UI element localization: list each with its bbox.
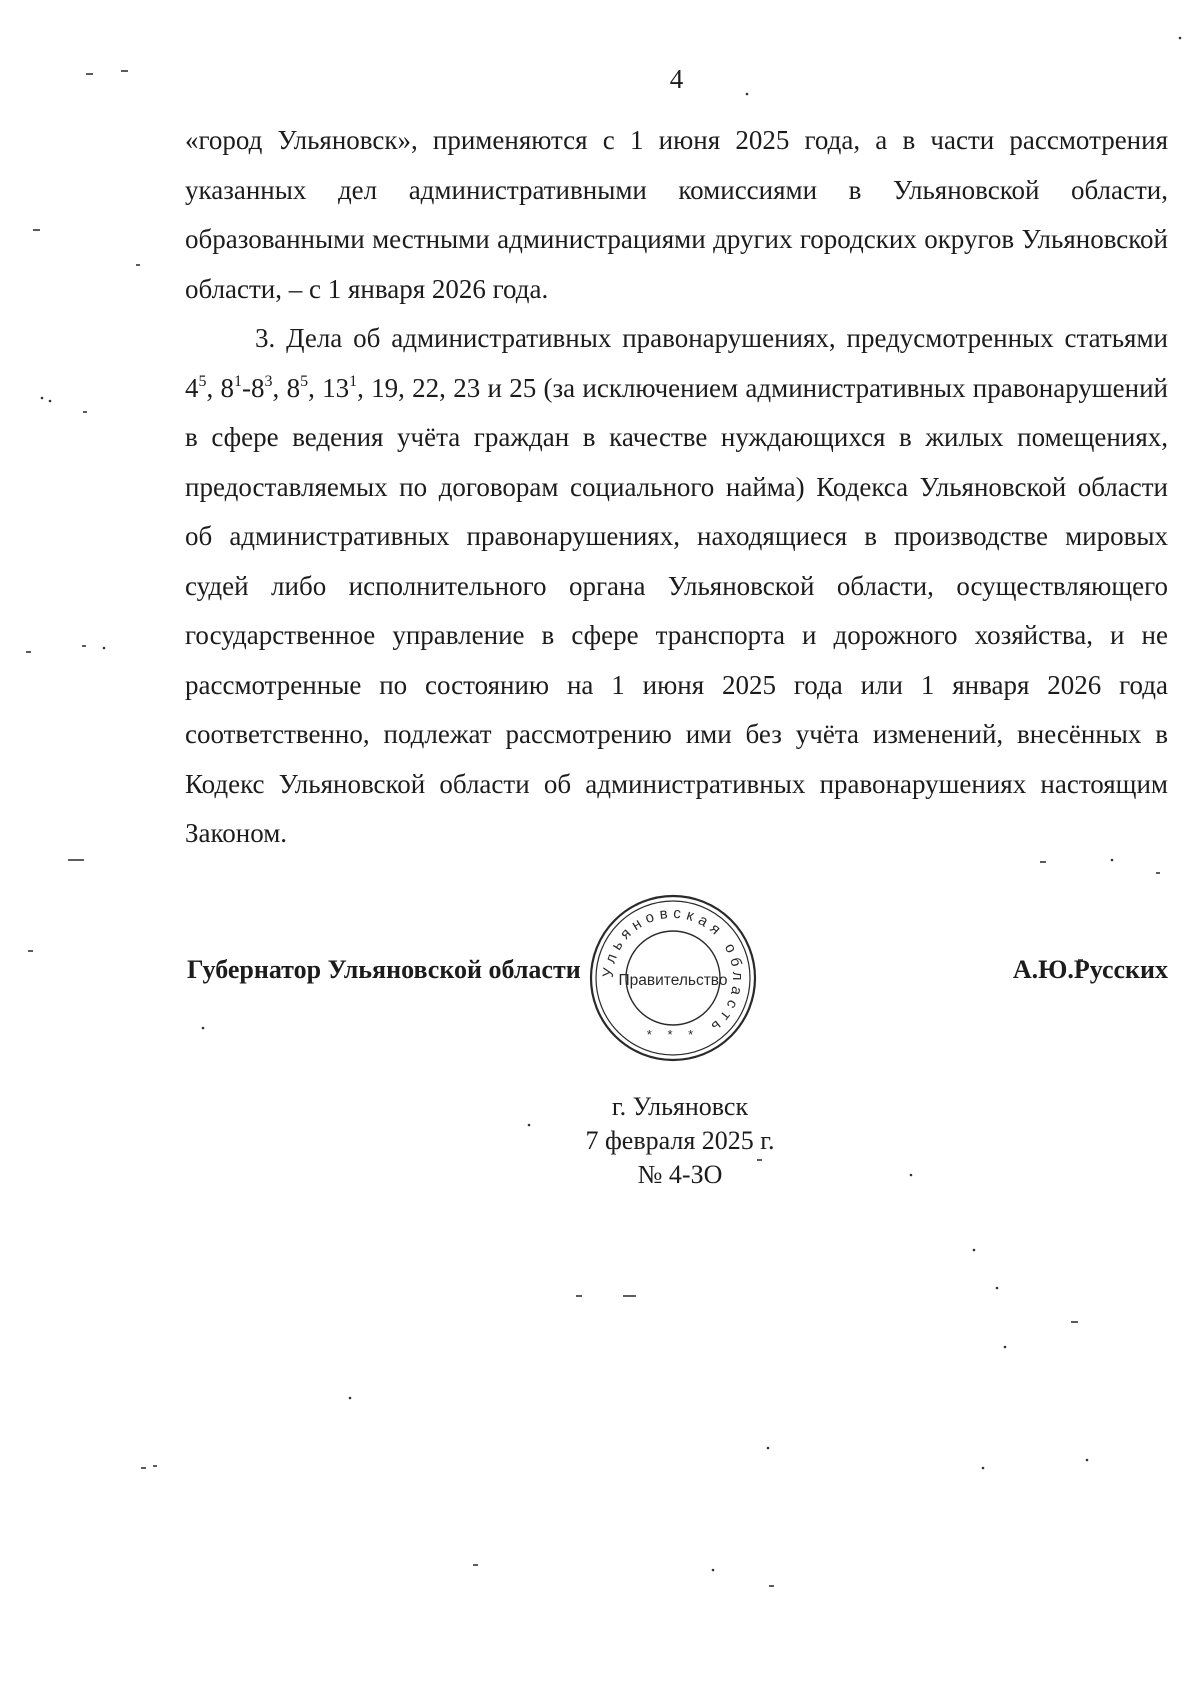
signatory-name: А.Ю.Русских (1012, 955, 1168, 984)
signatory-title: Губернатор Ульяновской области (187, 955, 581, 984)
superscript: 1 (349, 372, 358, 390)
superscript: 1 (234, 372, 243, 390)
superscript: 5 (300, 372, 309, 390)
seal-stars: * * * (646, 1027, 700, 1042)
place-date-block (460, 1090, 900, 1192)
seal-ring-text: Ульяновская область (599, 904, 747, 1039)
law-number: № 4-ЗО (637, 1160, 723, 1189)
page-number: 4 (669, 64, 684, 94)
superscript: 5 (198, 372, 207, 390)
date: 7 февраля 2025 г. (585, 1126, 775, 1155)
body-text (185, 116, 1168, 859)
paragraph: 3. Дела об административных правонарушениях, предусмотренных статьями $4^5$, $8^1-8^3$, $8^5$, $13^1$, 19, 22, 23 и 25 (за исключением административных правонарушений в сфере ведения учёта граждан в качестве нуждающихся в жилых помещениях, предоставляемых по договорам социального найма) Кодекса Ульяновской области об административных правонарушениях, находящиеся в производстве мировых судей либо исполнительного органа Ульяновской области, осуществляющего государственное управление в сфере транспорта и дорожного хозяйства, и не рассмотренные по состоянию на 1 июня 2025 года или 1 января 2026 года соответственно, подлежат рассмотрению ими без учёта изменений, внесённых в Кодекс Ульяновской области об административных правонарушениях настоящим Законом. (185, 323, 1168, 848)
place: г. Ульяновск (611, 1092, 749, 1121)
paragraph: «город Ульяновск», применяются с 1 июня 2025 года, а в части рассмотрения указанных дел административными комиссиями в Ульяновской области, образованными местными администрациями других городских округов Ульяновской области, – с 1 января 2026 года. (185, 125, 1168, 304)
superscript: 3 (264, 372, 273, 390)
official-seal-stamp (588, 893, 758, 1063)
seal-center-text: Правительство (618, 972, 728, 989)
